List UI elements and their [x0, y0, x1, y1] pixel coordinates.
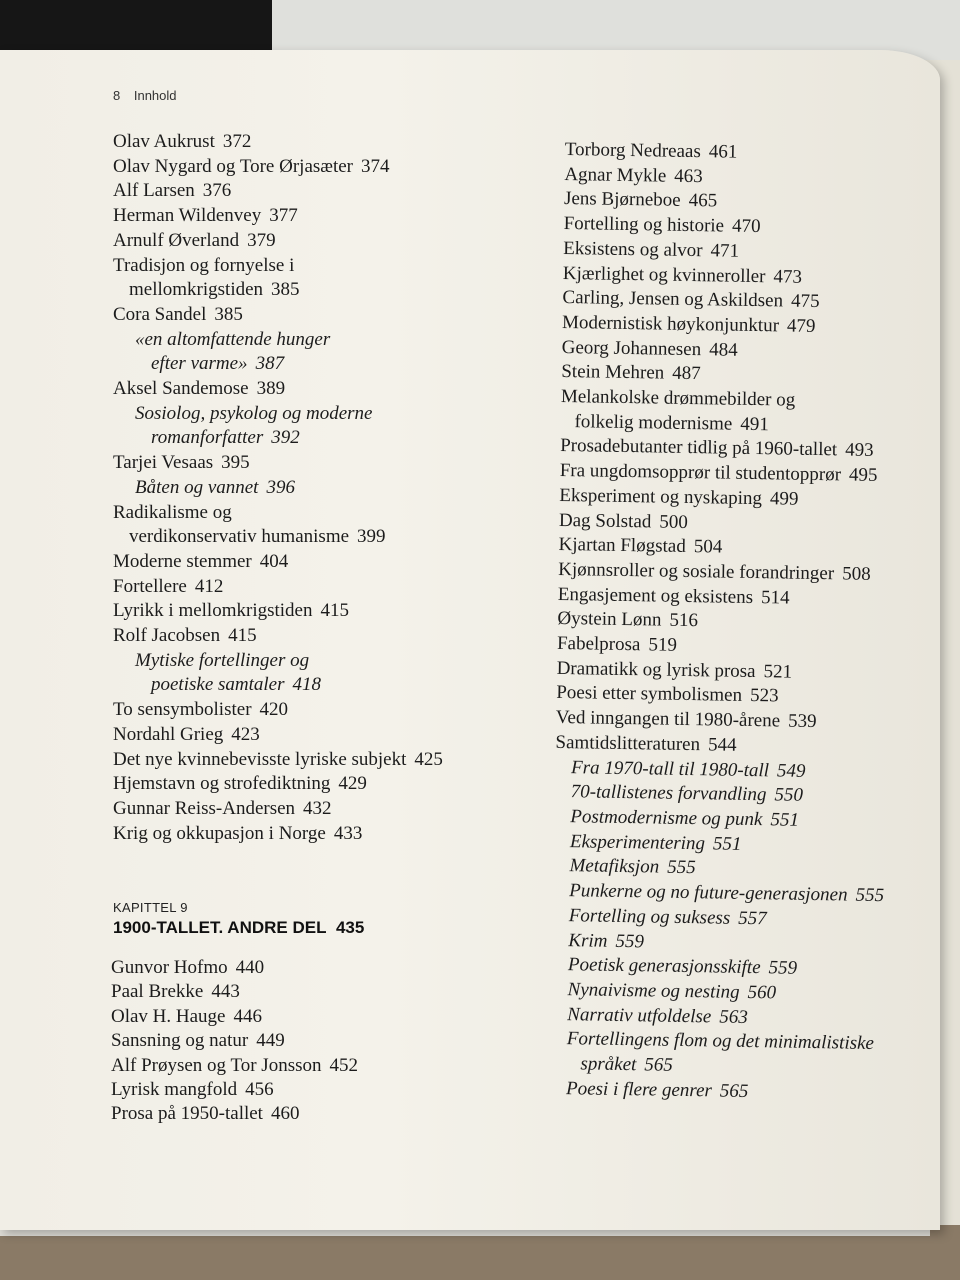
toc-subentry: Postmodernisme og punk 551: [570, 806, 800, 831]
toc-subentry: Nynaivisme og nesting 560: [567, 979, 777, 1004]
toc-entry: To sensymbolister 420: [113, 699, 289, 721]
toc-entry: Engasjement og eksistens 514: [557, 583, 790, 609]
toc-entry: Kjønnsroller og sosiale forandringer 508: [558, 558, 871, 585]
running-title: Innhold: [133, 88, 177, 103]
toc-entry: Kjærlighet og kvinneroller 473: [562, 262, 803, 288]
toc-entry: Ved inngangen til 1980-årene 539: [555, 707, 817, 733]
toc-subentry: Sosiolog, psykolog og moderne: [135, 402, 373, 424]
chapter-heading: [113, 900, 364, 938]
toc-entry: Arnulf Øverland 379: [113, 229, 276, 251]
toc-subentry: Krim 559: [568, 929, 645, 952]
toc-entry: Fortellere 412: [113, 575, 224, 597]
toc-subentry: Mytiske fortellinger og: [135, 649, 310, 671]
toc-entry: Lyrisk mangfold 456: [111, 1079, 274, 1101]
chapter-title: 1900-TALLET. ANDRE DEL 435: [113, 918, 365, 937]
toc-subentry: Fortellingens flom og det minimalistiske: [566, 1028, 875, 1055]
toc-entry: Eksperiment og nyskaping 499: [559, 484, 799, 510]
toc-entry: Dag Solstad 500: [558, 509, 689, 533]
running-header: [113, 88, 187, 103]
toc-entry: Modernistisk høykonjunktur 479: [561, 311, 816, 337]
toc-entry: Moderne stemmer 404: [113, 550, 289, 572]
toc-subentry-continued: poetiske samtaler 418: [151, 674, 322, 696]
toc-entry: Torborg Nedreaas 461: [564, 138, 738, 163]
toc-subentry: Fortelling og suksess 557: [568, 904, 767, 930]
toc-subentry: 70-tallistenes forvandling 550: [570, 781, 804, 807]
toc-entry: Prosadebutanter tidlig på 1960-tallet 493: [559, 435, 874, 462]
toc-right-column: [550, 138, 925, 1107]
toc-entry: Samtidslitteraturen 544: [555, 731, 737, 756]
toc-entry: Gunnar Reiss-Andersen 432: [113, 797, 332, 819]
toc-subentry: Poetisk generasjonsskifte 559: [567, 954, 798, 979]
toc-entry: Olav H. Hauge 446: [111, 1005, 262, 1027]
toc-subentry: Eksperimentering 551: [569, 830, 742, 855]
toc-entry: Alf Larsen 376: [113, 180, 232, 202]
toc-subentry-continued: romanforfatter 392: [151, 427, 300, 449]
toc-entry: Tarjei Vesaas 395: [113, 452, 250, 474]
toc-entry: Gunvor Hofmo 440: [111, 957, 265, 978]
toc-subentry-continued: språket 565: [580, 1053, 674, 1076]
toc-entry: Dramatikk og lyrisk prosa 521: [556, 657, 793, 683]
toc-entry: Fra ungdomsopprør til studentopprør 495: [559, 460, 878, 487]
toc-entry: Paal Brekke 443: [111, 981, 240, 1003]
page-number: 8: [113, 88, 121, 103]
toc-entry: Kjartan Fløgstad 504: [558, 534, 723, 558]
toc-entry: Poesi etter symbolismen 523: [556, 682, 779, 707]
toc-entry: Aksel Sandemose 389: [113, 378, 286, 400]
toc-entry: Lyrikk i mellomkrigstiden 415: [113, 600, 349, 622]
toc-left-column-chapter9: [111, 956, 531, 1127]
toc-entry: Prosa på 1950-tallet 460: [111, 1103, 300, 1125]
toc-subentry-continued: efter varme» 387: [151, 353, 285, 375]
toc-entry: Nordahl Grieg 423: [113, 723, 260, 745]
toc-entry: Agnar Mykle 463: [564, 163, 703, 187]
toc-entry: Hjemstavn og strofediktning 429: [113, 773, 367, 795]
toc-entry: Eksistens og alvor 471: [563, 237, 740, 262]
toc-subentry: Båten og vannet 396: [135, 476, 295, 498]
chapter-label: KAPITTEL 9: [113, 900, 188, 915]
toc-entry: Tradisjon og fornyelse i: [113, 254, 295, 276]
toc-subentry: Fra 1970-tall til 1980-tall 549: [570, 756, 806, 782]
chapter-page: 435: [335, 918, 365, 937]
toc-entry: Sansning og natur 449: [111, 1030, 285, 1052]
toc-subentry: Metafiksjon 555: [569, 855, 696, 879]
toc-subentry: Narrativ utfoldelse 563: [567, 1003, 748, 1028]
toc-entry: Rolf Jacobsen 415: [113, 625, 257, 647]
toc-entry: Melankolske drømmebilder og: [560, 386, 796, 411]
toc-entry: Stein Mehren 487: [561, 361, 701, 385]
toc-entry-continued: mellomkrigstiden 385: [129, 279, 300, 301]
toc-entry: Georg Johannesen 484: [561, 336, 738, 361]
toc-entry: Fabelprosa 519: [556, 633, 678, 656]
toc-entry: Olav Aukrust 372: [113, 131, 252, 152]
toc-entry-continued: folkelig modernisme 491: [574, 410, 769, 435]
toc-entry-continued: verdikonservativ humanisme 399: [129, 526, 386, 548]
toc-entry: Fortelling og historie 470: [563, 213, 761, 238]
toc-entry: Øystein Lønn 516: [557, 608, 699, 632]
toc-entry: Herman Wildenvey 377: [113, 205, 298, 227]
toc-entry: Radikalisme og: [113, 501, 232, 523]
toc-subentry: Punkerne og no future-generasjonen 555: [569, 880, 885, 907]
toc-subentry: Poesi i flere genrer 565: [565, 1077, 749, 1102]
toc-entry: Olav Nygard og Tore Ørjasæter 374: [113, 155, 390, 177]
toc-entry: Carling, Jensen og Askildsen 475: [562, 287, 820, 313]
toc-entry: Alf Prøysen og Tor Jonsson 452: [111, 1054, 358, 1076]
toc-entry: Cora Sandel 385: [113, 303, 243, 325]
toc-entry: Jens Bjørneboe 465: [563, 188, 718, 212]
toc-entry: Det nye kvinnebevisste lyriske subjekt 425: [113, 748, 443, 770]
toc-entry: Krig og okkupasjon i Norge 433: [113, 822, 363, 844]
toc-subentry: «en altomfattende hunger: [135, 328, 331, 350]
toc-left-column: [113, 130, 533, 846]
